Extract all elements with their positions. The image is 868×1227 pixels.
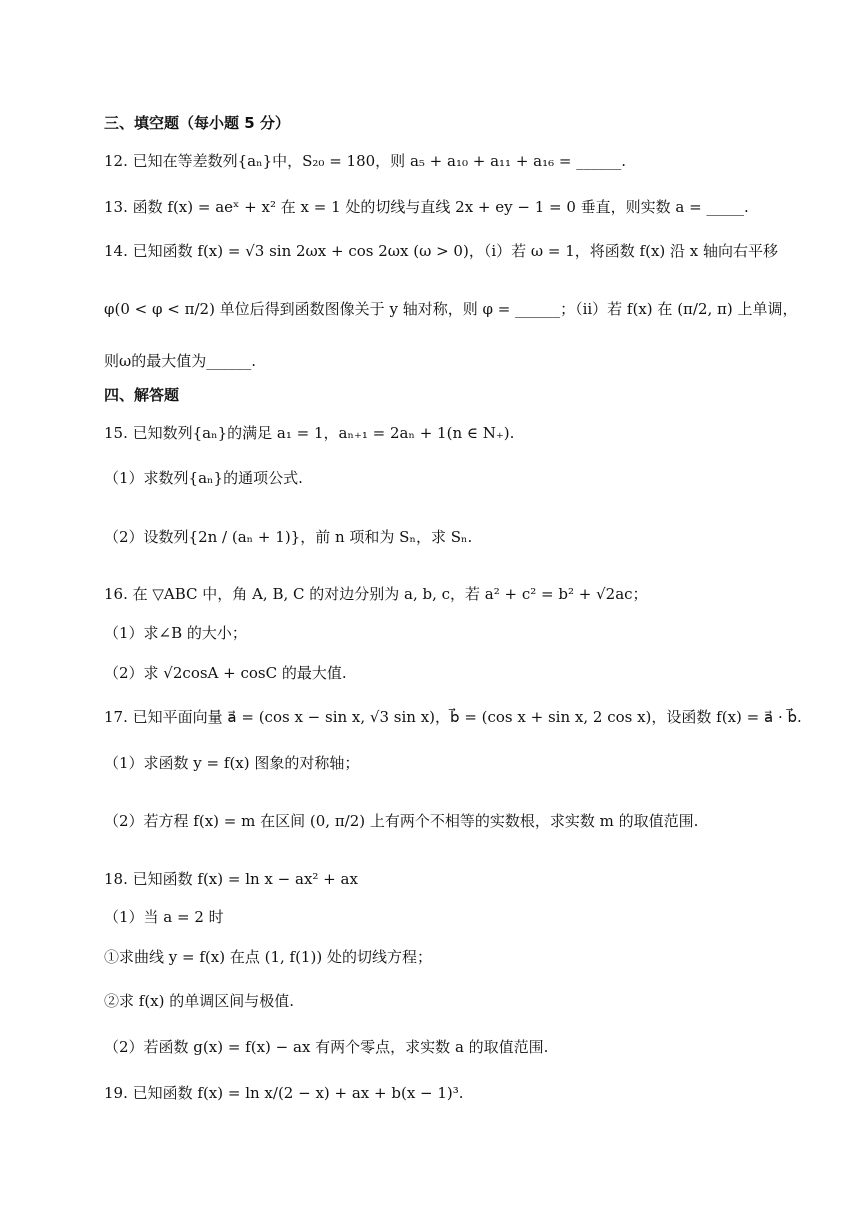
question-12: 12. 已知在等差数列{aₙ}中，S₂₀ = 180，则 a₅ + a₁₀ + a₁₁ + a₁₆ = ______. [104, 152, 626, 170]
question-13: 13. 函数 f(x) = aeˣ + x² 在 x = 1 处的切线与直线 2x + ey − 1 = 0 垂直，则实数 a = _____. [104, 198, 749, 216]
question-14-line-1: 14. 已知函数 f(x) = √3 sin 2ωx + cos 2ωx (ω > 0)，（i）若 ω = 1，将函数 f(x) 沿 x 轴向右平移 [104, 242, 779, 260]
question-17: 17. 已知平面向量 a⃗ = (cos x − sin x, √3 sin x)，b⃗ = (cos x + sin x, 2 cos x)，设函数 f(x) = a⃗ · b⃗. [104, 708, 802, 726]
question-18-part-1b: ②求 f(x) 的单调区间与极值. [104, 992, 295, 1010]
question-15-part-2: （2）设数列{2n / (aₙ + 1)}，前 n 项和为 Sₙ，求 Sₙ. [104, 528, 473, 546]
question-18: 18. 已知函数 f(x) = ln x − ax² + ax [104, 870, 358, 888]
question-14-line-2: φ(0 < φ < π/2) 单位后得到函数图像关于 y 轴对称，则 φ = ______；（ii）若 f(x) 在 (π/2, π) 上单调， [104, 300, 798, 318]
question-15: 15. 已知数列{aₙ}的满足 a₁ = 1，aₙ₊₁ = 2aₙ + 1(n ∈ N₊). [104, 424, 515, 442]
question-19: 19. 已知函数 f(x) = ln x/(2 − x) + ax + b(x − 1)³. [104, 1084, 464, 1102]
question-15-part-1: （1）求数列{aₙ}的通项公式. [104, 469, 303, 487]
question-18-part-2: （2）若函数 g(x) = f(x) − ax 有两个零点，求实数 a 的取值范围. [104, 1038, 549, 1056]
section-3-heading: 三、填空题（每小题 5 分） [104, 114, 290, 132]
question-16: 16. 在 ▽ABC 中，角 A, B, C 的对边分别为 a, b, c，若 a² + c² = b² + √2ac； [104, 585, 648, 603]
question-17-part-2: （2）若方程 f(x) = m 在区间 (0, π/2) 上有两个不相等的实数根，求实数 m 的取值范围. [104, 812, 699, 830]
question-17-part-1: （1）求函数 y = f(x) 图象的对称轴； [104, 754, 360, 772]
question-14-line-3: 则ω的最大值为______. [104, 352, 257, 370]
question-16-part-1: （1）求∠B 的大小； [104, 624, 247, 642]
question-18-part-1a: ①求曲线 y = f(x) 在点 (1, f(1)) 处的切线方程； [104, 948, 432, 966]
section-4-heading: 四、解答题 [104, 386, 180, 404]
question-16-part-2: （2）求 √2cosA + cosC 的最大值. [104, 664, 347, 682]
question-18-part-1: （1）当 a = 2 时 [104, 908, 224, 926]
